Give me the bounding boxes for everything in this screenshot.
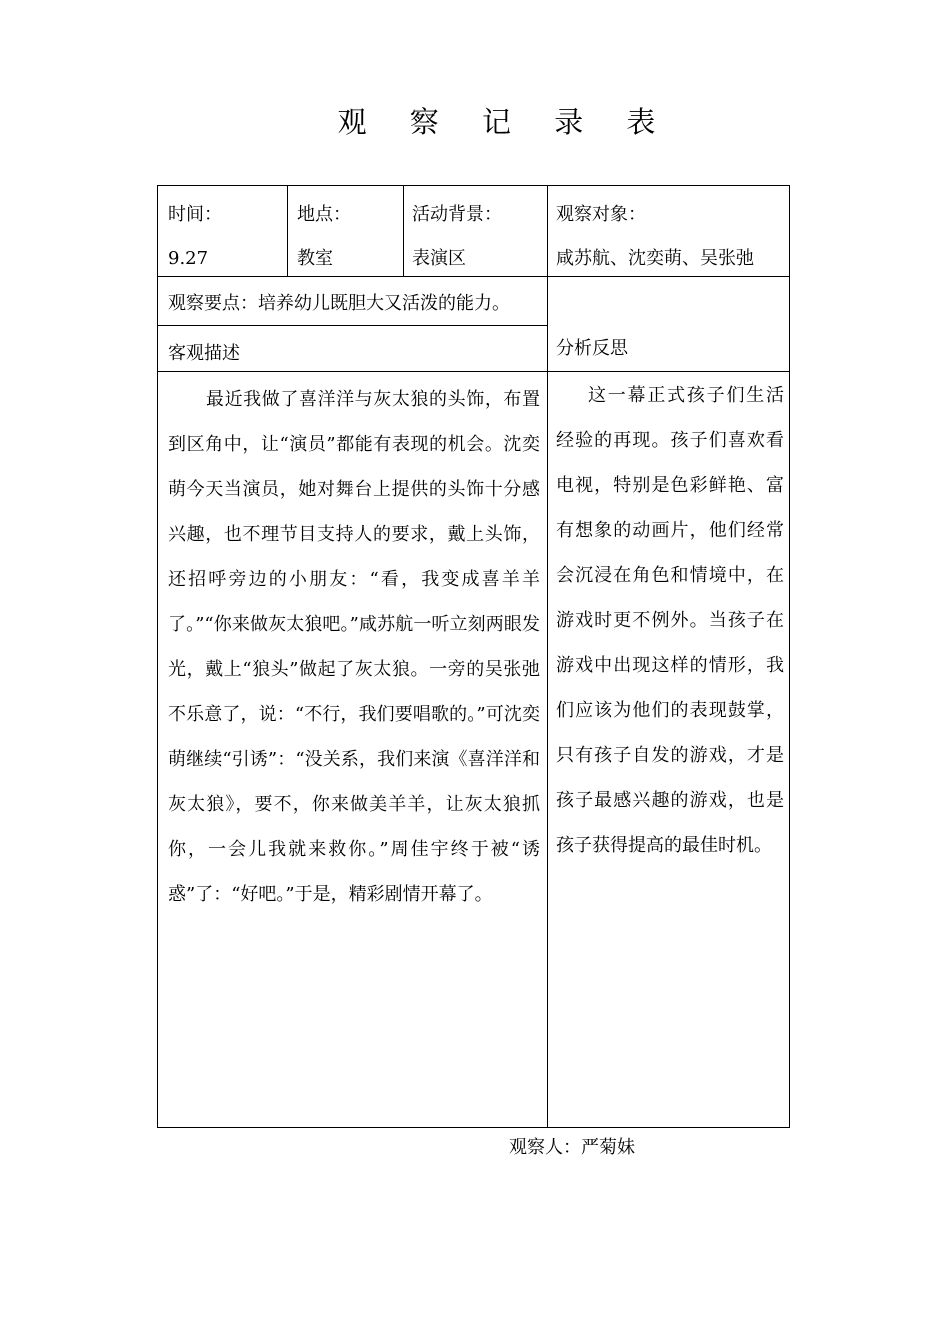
- objective-heading: 客观描述: [168, 343, 240, 364]
- place-label: 地点：: [297, 204, 351, 225]
- observation-form: [157, 185, 790, 1128]
- observation-focus: 观察要点：培养幼儿既胆大又活泼的能力。: [168, 293, 510, 314]
- background-label: 活动背景：: [412, 204, 502, 225]
- col-divider-time: [287, 186, 288, 276]
- time-value: 9.27: [168, 248, 209, 269]
- subject-value: 咸苏航、沈奕萌、吴张弛: [556, 248, 754, 269]
- place-value: 教室: [297, 248, 333, 269]
- observer-signature: 观察人：严菊妹: [509, 1137, 635, 1158]
- row-divider-headings: [158, 371, 789, 372]
- analysis-heading: 分析反思: [556, 338, 628, 359]
- col-divider-main: [547, 186, 548, 1127]
- background-value: 表演区: [412, 248, 466, 269]
- subject-label: 观察对象：: [556, 204, 646, 225]
- col-divider-place: [403, 186, 404, 276]
- document-title: 观 察 记 录 表: [337, 105, 673, 139]
- analysis-reflection: 这一幕正式孩子们生活经验的再现。孩子们喜欢看电视，特别是色彩鲜艳、富有想象的动画片，他们经常会沉浸在角色和情境中，在游戏时更不例外。当孩子在游戏中出现这样的情形，我们应该为他们的表现鼓掌，只有孩子自发的游戏，才是孩子最感兴趣的游戏，也是孩子获得提高的最佳时机。: [556, 385, 784, 856]
- time-label: 时间：: [168, 204, 222, 225]
- objective-description: 最近我做了喜洋洋与灰太狼的头饰，布置到区角中，让“演员”都能有表现的机会。沈奕萌今天当演员，她对舞台上提供的头饰十分感兴趣，也不理节目支持人的要求，戴上头饰，还招呼旁边的小朋友：“看，我变成喜羊羊了。”“你来做灰太狼吧。”咸苏航一听立刻两眼发光，戴上“狼头”做起了灰太狼。一旁的吴张弛不乐意了，说：“不行，我们要唱歌的。”可沈奕萌继续“引诱”：“没关系，我们来演《喜洋洋和灰太狼》，要不，你来做美羊羊，让灰太狼抓你，一会儿我就来救你。”周佳宇终于被“诱惑”了：“好吧。”于是，精彩剧情开幕了。: [168, 389, 540, 905]
